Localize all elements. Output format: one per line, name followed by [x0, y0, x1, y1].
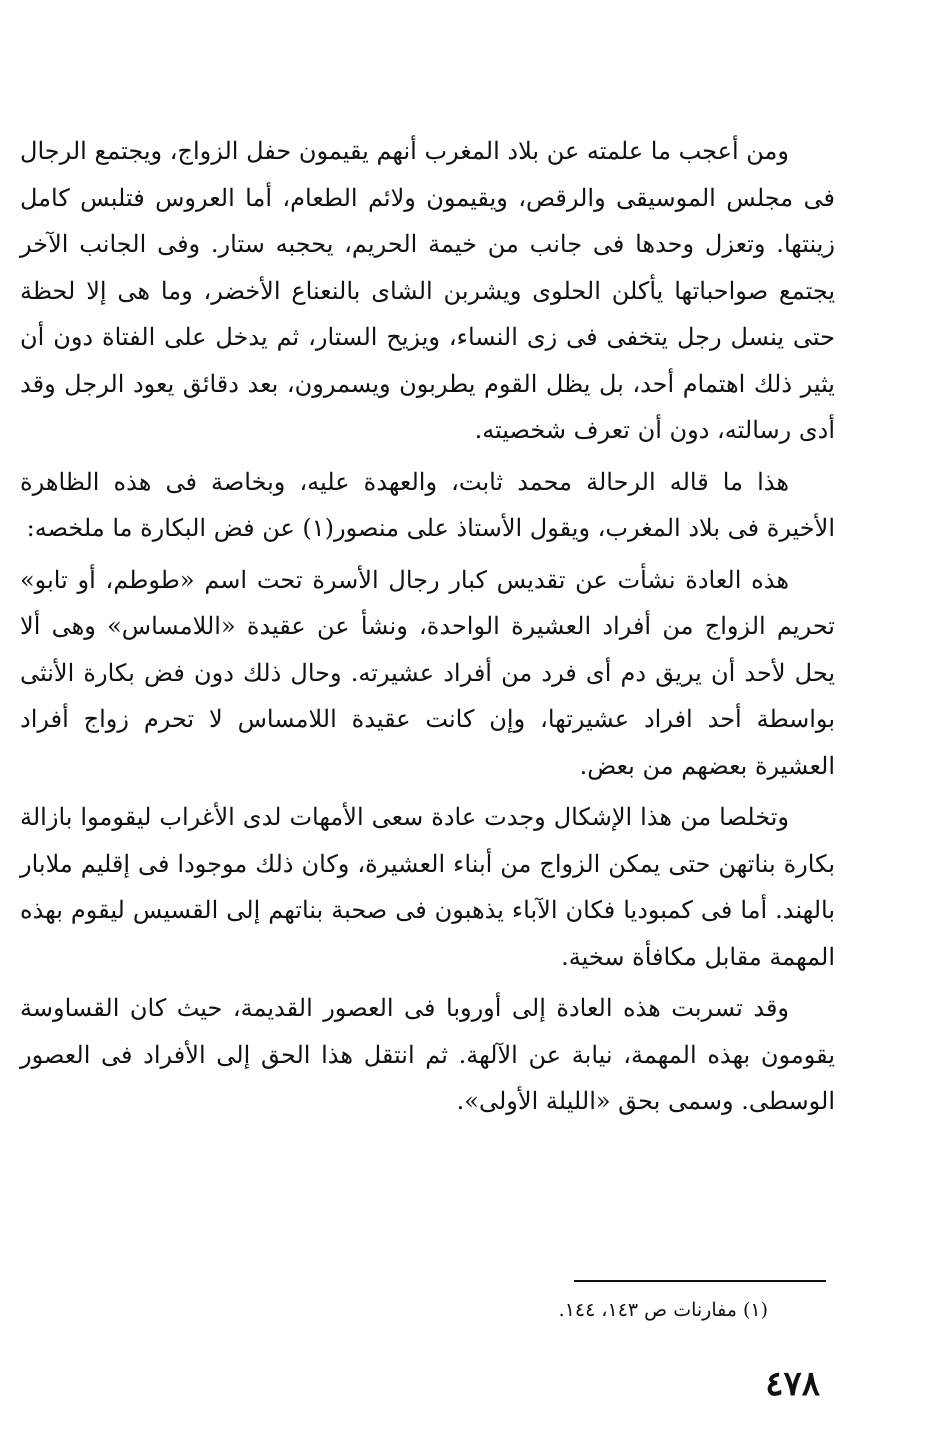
- paragraph-5: وقد تسربت هذه العادة إلى أوروبا فى العصور القديمة، حيث كان القساوسة يقومون بهذه المهمة، نيابة عن الآلهة. ثم انتقل هذا الحق إلى الأفراد فى العصور الوسطى. وسمى بحق «الليلة الأولى».: [20, 994, 835, 1115]
- footnote: (١) مفارنات ص ١٤٣، ١٤٤.: [558, 1299, 768, 1321]
- page-number: ٤٧٨: [765, 1364, 820, 1404]
- paragraph-4: وتخلصا من هذا الإشكال وجدت عادة سعى الأمهات لدى الأغراب ليقوموا بازالة بكارة بناتهن حتى يمكن الزواج من أبناء العشيرة، وكان ذلك موجودا فى إقليم ملابار بالهند. أما فى كمبوديا فكان الآباء يذهبون فى صحبة بناتهم إلى القسيس ليقوم بهذه المهمة مقابل مكافأة سخية.: [20, 803, 836, 971]
- paragraph-3: هذه العادة نشأت عن تقديس كبار رجال الأسرة تحت اسم «طوطم، أو تابو» تحريم الزواج من أفراد العشيرة الواحدة، ونشأ عن عقيدة «اللامساس» وهى ألا يحل لأحد أن يريق دم أى فرد من أفراد عشيرته. وحال ذلك دون فض بكارة الأنثى بواسطة أحد افراد عشيرتها، وإن كانت عقيدة اللامساس لا تحرم زواج أفراد العشيرة بعضهم من بعض.: [20, 565, 836, 780]
- paragraph-1: ومن أعجب ما علمته عن بلاد المغرب أنهم يقيمون حفل الزواج، ويجتمع الرجال فى مجلس الموسيقى والرقص، ويقيمون ولائم الطعام، أما العروس فتلبس كامل زينتها. وتعزل وحدها فى جانب من خيمة الحريم، يحجبه ستار. وفى الجانب الآخر يجتمع صواحباتها يأكلن الحلوى ويشربن الشاى بالنعناع الأخضر، وما هى إلا لحظة حتى ينسل رجل يتخفى فى زى النساء، ويزيح الستار، ثم يدخل على الفتاة دون أن يثير ذلك اهتمام أحد، بل يظل القوم يطربون ويسمرون، بعد دقائق يعود الرجل وقد أدى رسالته، دون أن تعرف شخصيته.: [20, 137, 835, 444]
- body-text: [20, 128, 835, 1125]
- paragraph-2: هذا ما قاله الرحالة محمد ثابت، والعهدة عليه، وبخاصة فى هذه الظاهرة الأخيرة فى بلاد المغرب، ويقول الأستاذ على منصور(١) عن فض البكارة ما ملخصه:: [20, 467, 835, 542]
- footnote-divider: [574, 1280, 826, 1282]
